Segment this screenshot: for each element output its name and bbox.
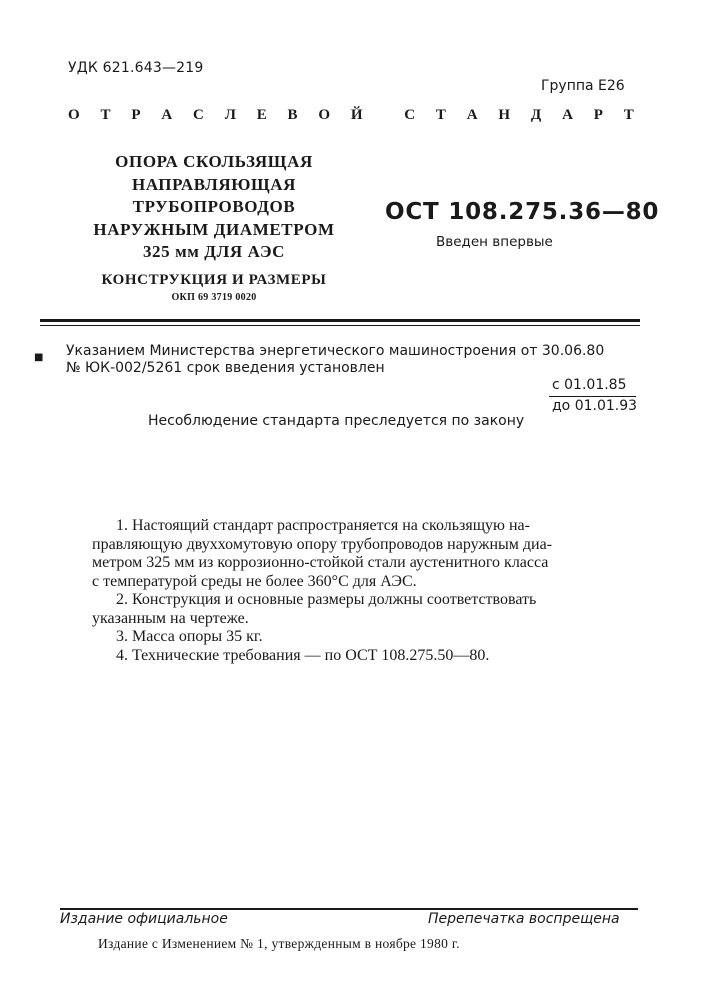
banner-letter: Т <box>623 107 634 123</box>
footer-divider <box>60 908 638 910</box>
introduction-note: Введен впервые <box>436 234 553 250</box>
body-text <box>92 517 636 665</box>
banner-letter: А <box>562 107 573 123</box>
paragraph-4: 4. Технические требования — по ОСТ 108.275.50—80. <box>116 646 490 664</box>
banner-letter: Л <box>224 107 236 123</box>
text-line: 1. Настоящий стандарт распространяется на скользящую на- <box>116 517 530 534</box>
date-divider <box>549 396 636 397</box>
directive-text: Указанием Министерства энергетического машиностроения от 30.06.80 <box>66 343 605 359</box>
directive-text: № ЮК-002/5261 срок введения установлен <box>66 360 385 376</box>
udk-code: УДК 621.643—219 <box>68 60 204 76</box>
banner-letter: А <box>466 107 478 123</box>
banner-letter: О <box>318 107 331 123</box>
banner-letter: С <box>193 107 204 123</box>
banner-letter: Р <box>593 107 603 123</box>
paragraph-1 <box>92 517 636 536</box>
title-line: 325 мм ДЛЯ АЭС <box>142 242 286 261</box>
banner-letter: Й <box>350 107 363 123</box>
banner-letter: Т <box>100 107 111 123</box>
text-line: указанным на чертеже. <box>92 609 249 627</box>
header-divider-thin <box>40 325 640 326</box>
legal-warning: Несоблюдение стандарта преследуется по закону <box>148 413 525 429</box>
banner-letter: В <box>287 107 298 123</box>
banner-letter: Н <box>498 107 511 123</box>
document-title <box>90 151 338 303</box>
standard-banner <box>68 107 634 124</box>
banner-letter: Т <box>435 107 446 123</box>
banner-letter: А <box>161 107 173 123</box>
title-line: НАРУЖНЫМ ДИАМЕТРОМ <box>93 219 335 239</box>
banner-letter: Р <box>131 107 141 123</box>
title-line: НАПРАВЛЯЮЩАЯ <box>132 174 296 194</box>
text-line: метром 325 мм из коррозионно-стойкой стали аустенитного класса <box>92 554 549 571</box>
banner-letter: Е <box>256 107 267 123</box>
banner-letter: Д <box>530 107 542 123</box>
reprint-notice: Перепечатка воспрещена <box>428 911 620 927</box>
text-line: правляющую двуххомутовую опору трубопроводов наружным диа- <box>92 535 553 553</box>
group-code: Группа Е26 <box>541 78 625 94</box>
effective-date-from: с 01.01.85 <box>552 377 627 393</box>
edition-label: Издание официальное <box>60 911 228 927</box>
paragraph-2: 2. Конструкция и основные размеры должны соответствовать <box>116 591 537 608</box>
title-line: ОПОРА СКОЛЬЗЯЩАЯ <box>115 152 313 171</box>
change-note: Издание с Изменением № 1, утвержденным в ноябре 1980 г. <box>98 936 460 951</box>
title-line: ТРУБОПРОВОДОВ <box>132 197 296 216</box>
okp-code: ОКП 69 3719 0020 <box>171 291 257 303</box>
header-divider-thick <box>40 319 640 322</box>
effective-date-to: до 01.01.93 <box>552 398 638 414</box>
paragraph-3: 3. Масса опоры 35 кг. <box>116 628 263 645</box>
standard-designation: ОСТ 108.275.36—80 <box>385 199 660 225</box>
banner-letter: С <box>404 107 416 123</box>
bullet-mark-icon: ■ <box>34 352 44 363</box>
banner-letter: О <box>68 107 80 123</box>
document-subtitle: КОНСТРУКЦИЯ И РАЗМЕРЫ <box>101 271 327 288</box>
text-line: с температурой среды не более 360°С для АЭС. <box>92 572 417 590</box>
